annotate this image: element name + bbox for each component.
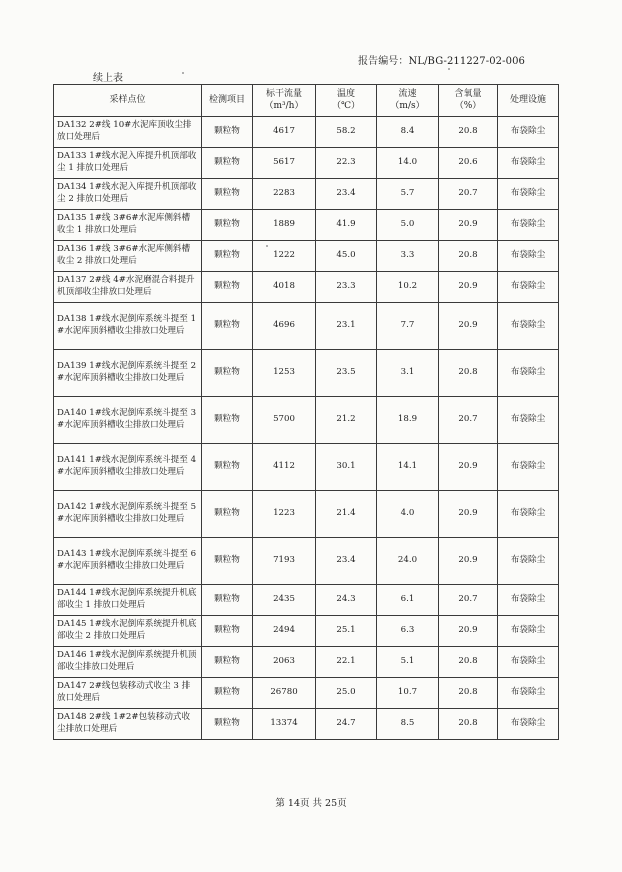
cell-location: DA138 1#线水泥倒库系统斗提至 1#水泥库顶斜槽收尘排放口处理后 bbox=[54, 303, 202, 350]
cell-temperature: 25.0 bbox=[316, 678, 377, 709]
cell-temperature: 22.3 bbox=[316, 148, 377, 179]
cell-location: DA133 1#线水泥入库提升机顶部收尘 1 排放口处理后 bbox=[54, 148, 202, 179]
table-row bbox=[54, 616, 559, 647]
cell-flow: 4617 bbox=[253, 117, 316, 148]
cell-facility: 布袋除尘 bbox=[498, 709, 559, 740]
cell-location: DA132 2#线 10#水泥库顶收尘排放口处理后 bbox=[54, 117, 202, 148]
cell-facility: 布袋除尘 bbox=[498, 585, 559, 616]
column-header-test-item: 检测项目 bbox=[202, 85, 253, 117]
cell-oxygen: 20.7 bbox=[439, 179, 498, 210]
cell-oxygen: 20.9 bbox=[439, 491, 498, 538]
cell-velocity: 3.1 bbox=[377, 350, 439, 397]
cell-location: DA135 1#线 3#6#水泥库侧斜槽收尘 1 排放口处理后 bbox=[54, 210, 202, 241]
table-row bbox=[54, 117, 559, 148]
cell-test-item: 颗粒物 bbox=[202, 210, 253, 241]
cell-test-item: 颗粒物 bbox=[202, 303, 253, 350]
column-header-velocity: 流速 （m/s） bbox=[377, 85, 439, 117]
cell-flow: 2283 bbox=[253, 179, 316, 210]
cell-test-item: 颗粒物 bbox=[202, 272, 253, 303]
cell-velocity: 8.4 bbox=[377, 117, 439, 148]
cell-flow: 1253 bbox=[253, 350, 316, 397]
table-row bbox=[54, 585, 559, 616]
cell-facility: 布袋除尘 bbox=[498, 148, 559, 179]
cell-temperature: 23.1 bbox=[316, 303, 377, 350]
cell-test-item: 颗粒物 bbox=[202, 678, 253, 709]
cell-temperature: 24.7 bbox=[316, 709, 377, 740]
cell-velocity: 4.0 bbox=[377, 491, 439, 538]
cell-oxygen: 20.8 bbox=[439, 678, 498, 709]
cell-oxygen: 20.8 bbox=[439, 117, 498, 148]
cell-oxygen: 20.9 bbox=[439, 444, 498, 491]
table-row bbox=[54, 444, 559, 491]
scan-speck bbox=[182, 72, 184, 74]
cell-temperature: 23.5 bbox=[316, 350, 377, 397]
cell-temperature: 21.4 bbox=[316, 491, 377, 538]
cell-facility: 布袋除尘 bbox=[498, 678, 559, 709]
cell-test-item: 颗粒物 bbox=[202, 585, 253, 616]
cell-facility: 布袋除尘 bbox=[498, 350, 559, 397]
table-row bbox=[54, 397, 559, 444]
cell-flow: 5700 bbox=[253, 397, 316, 444]
cell-velocity: 14.0 bbox=[377, 148, 439, 179]
table-row bbox=[54, 350, 559, 397]
column-header-location: 采样点位 bbox=[54, 85, 202, 117]
continued-label: 续上表 bbox=[93, 73, 123, 84]
cell-test-item: 颗粒物 bbox=[202, 148, 253, 179]
cell-temperature: 58.2 bbox=[316, 117, 377, 148]
table-row bbox=[54, 538, 559, 585]
cell-test-item: 颗粒物 bbox=[202, 117, 253, 148]
cell-velocity: 7.7 bbox=[377, 303, 439, 350]
cell-oxygen: 20.9 bbox=[439, 303, 498, 350]
column-header-oxygen: 含氧量 （%） bbox=[439, 85, 498, 117]
cell-test-item: 颗粒物 bbox=[202, 616, 253, 647]
cell-velocity: 24.0 bbox=[377, 538, 439, 585]
cell-location: DA148 2#线 1#2#包装移动式收尘排放口处理后 bbox=[54, 709, 202, 740]
table-row bbox=[54, 709, 559, 740]
cell-facility: 布袋除尘 bbox=[498, 397, 559, 444]
table-row bbox=[54, 678, 559, 709]
cell-temperature: 41.9 bbox=[316, 210, 377, 241]
cell-oxygen: 20.8 bbox=[439, 709, 498, 740]
cell-flow: 4018 bbox=[253, 272, 316, 303]
cell-facility: 布袋除尘 bbox=[498, 210, 559, 241]
cell-flow: 5617 bbox=[253, 148, 316, 179]
cell-velocity: 5.7 bbox=[377, 179, 439, 210]
cell-oxygen: 20.7 bbox=[439, 585, 498, 616]
cell-oxygen: 20.8 bbox=[439, 241, 498, 272]
cell-facility: 布袋除尘 bbox=[498, 444, 559, 491]
table-row bbox=[54, 179, 559, 210]
scan-speck bbox=[266, 245, 268, 247]
cell-velocity: 8.5 bbox=[377, 709, 439, 740]
table-header-row bbox=[54, 85, 559, 117]
cell-location: DA139 1#线水泥倒库系统斗提至 2#水泥库顶斜槽收尘排放口处理后 bbox=[54, 350, 202, 397]
cell-location: DA136 1#线 3#6#水泥库侧斜槽收尘 2 排放口处理后 bbox=[54, 241, 202, 272]
cell-oxygen: 20.8 bbox=[439, 350, 498, 397]
cell-oxygen: 20.9 bbox=[439, 616, 498, 647]
table-row bbox=[54, 272, 559, 303]
emission-data-table bbox=[53, 84, 559, 740]
cell-temperature: 30.1 bbox=[316, 444, 377, 491]
table-row bbox=[54, 210, 559, 241]
cell-test-item: 颗粒物 bbox=[202, 444, 253, 491]
cell-location: DA143 1#线水泥倒库系统斗提至 6#水泥库顶斜槽收尘排放口处理后 bbox=[54, 538, 202, 585]
cell-oxygen: 20.7 bbox=[439, 397, 498, 444]
cell-facility: 布袋除尘 bbox=[498, 616, 559, 647]
cell-test-item: 颗粒物 bbox=[202, 491, 253, 538]
cell-velocity: 10.2 bbox=[377, 272, 439, 303]
cell-facility: 布袋除尘 bbox=[498, 647, 559, 678]
column-header-temperature: 温度 （℃） bbox=[316, 85, 377, 117]
cell-flow: 7193 bbox=[253, 538, 316, 585]
table-row bbox=[54, 303, 559, 350]
cell-location: DA144 1#线水泥倒库系统提升机底部收尘 1 排放口处理后 bbox=[54, 585, 202, 616]
cell-velocity: 10.7 bbox=[377, 678, 439, 709]
cell-test-item: 颗粒物 bbox=[202, 709, 253, 740]
cell-flow: 13374 bbox=[253, 709, 316, 740]
cell-flow: 2435 bbox=[253, 585, 316, 616]
cell-flow: 2494 bbox=[253, 616, 316, 647]
cell-facility: 布袋除尘 bbox=[498, 538, 559, 585]
cell-oxygen: 20.9 bbox=[439, 210, 498, 241]
cell-location: DA145 1#线水泥倒库系统提升机底部收尘 2 排放口处理后 bbox=[54, 616, 202, 647]
cell-velocity: 18.9 bbox=[377, 397, 439, 444]
cell-oxygen: 20.9 bbox=[439, 538, 498, 585]
cell-test-item: 颗粒物 bbox=[202, 397, 253, 444]
cell-oxygen: 20.8 bbox=[439, 647, 498, 678]
table-row bbox=[54, 241, 559, 272]
cell-velocity: 3.3 bbox=[377, 241, 439, 272]
cell-location: DA137 2#线 4#水泥磨混合料提升机顶部收尘排放口处理后 bbox=[54, 272, 202, 303]
column-header-flow: 标干流量 （m³/h） bbox=[253, 85, 316, 117]
table-row bbox=[54, 647, 559, 678]
cell-velocity: 5.0 bbox=[377, 210, 439, 241]
cell-flow: 1889 bbox=[253, 210, 316, 241]
cell-facility: 布袋除尘 bbox=[498, 179, 559, 210]
cell-flow: 4112 bbox=[253, 444, 316, 491]
column-header-facility: 处理设施 bbox=[498, 85, 559, 117]
table-row bbox=[54, 491, 559, 538]
cell-location: DA141 1#线水泥倒库系统斗提至 4#水泥库顶斜槽收尘排放口处理后 bbox=[54, 444, 202, 491]
cell-velocity: 14.1 bbox=[377, 444, 439, 491]
cell-facility: 布袋除尘 bbox=[498, 117, 559, 148]
cell-location: DA140 1#线水泥倒库系统斗提至 3#水泥库顶斜槽收尘排放口处理后 bbox=[54, 397, 202, 444]
report-number: 报告编号：NL/BG-211227-02-006 bbox=[358, 56, 525, 67]
cell-flow: 26780 bbox=[253, 678, 316, 709]
cell-location: DA134 1#线水泥入库提升机顶部收尘 2 排放口处理后 bbox=[54, 179, 202, 210]
cell-velocity: 6.1 bbox=[377, 585, 439, 616]
cell-temperature: 22.1 bbox=[316, 647, 377, 678]
cell-velocity: 6.3 bbox=[377, 616, 439, 647]
cell-facility: 布袋除尘 bbox=[498, 241, 559, 272]
cell-temperature: 23.3 bbox=[316, 272, 377, 303]
cell-test-item: 颗粒物 bbox=[202, 241, 253, 272]
cell-test-item: 颗粒物 bbox=[202, 647, 253, 678]
cell-location: DA146 1#线水泥倒库系统提升机顶部收尘排放口处理后 bbox=[54, 647, 202, 678]
cell-temperature: 23.4 bbox=[316, 179, 377, 210]
cell-temperature: 24.3 bbox=[316, 585, 377, 616]
page-footer: 第 14页 共 25页 bbox=[275, 798, 347, 809]
scan-speck bbox=[448, 68, 450, 70]
cell-location: DA142 1#线水泥倒库系统斗提至 5#水泥库顶斜槽收尘排放口处理后 bbox=[54, 491, 202, 538]
cell-oxygen: 20.6 bbox=[439, 148, 498, 179]
cell-facility: 布袋除尘 bbox=[498, 303, 559, 350]
cell-test-item: 颗粒物 bbox=[202, 538, 253, 585]
cell-test-item: 颗粒物 bbox=[202, 179, 253, 210]
cell-temperature: 45.0 bbox=[316, 241, 377, 272]
cell-temperature: 25.1 bbox=[316, 616, 377, 647]
cell-flow: 1223 bbox=[253, 491, 316, 538]
cell-velocity: 5.1 bbox=[377, 647, 439, 678]
cell-temperature: 21.2 bbox=[316, 397, 377, 444]
cell-facility: 布袋除尘 bbox=[498, 272, 559, 303]
cell-oxygen: 20.9 bbox=[439, 272, 498, 303]
cell-flow: 4696 bbox=[253, 303, 316, 350]
cell-flow: 2063 bbox=[253, 647, 316, 678]
cell-flow: 1222 bbox=[253, 241, 316, 272]
cell-temperature: 23.4 bbox=[316, 538, 377, 585]
table-row bbox=[54, 148, 559, 179]
cell-facility: 布袋除尘 bbox=[498, 491, 559, 538]
cell-location: DA147 2#线包装移动式收尘 3 排放口处理后 bbox=[54, 678, 202, 709]
cell-test-item: 颗粒物 bbox=[202, 350, 253, 397]
